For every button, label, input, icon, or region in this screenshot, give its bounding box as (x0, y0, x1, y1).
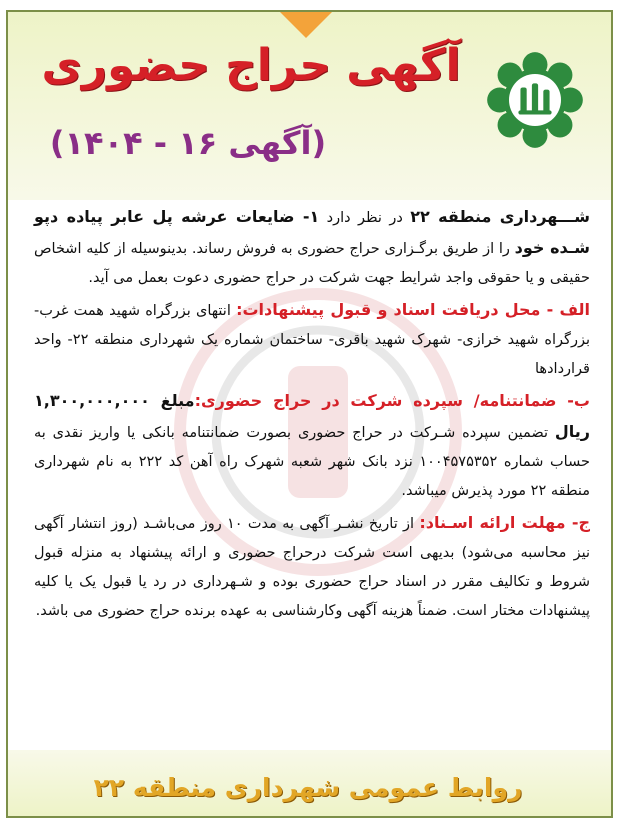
intro-paragraph (34, 202, 590, 293)
section-b-heading: ب- ضمانتنامه/ سپرده شرکت در حراج حضوری: (194, 391, 591, 410)
section-b-text: تضمین سپرده شـرکت در حراج حضوری بصورت ضمانتنامه بانکی یا واریز نقدی به حساب شماره ۱۰۰۴۵۷۵۳۵۲ نزد بانک شهر شعبه شهرک راه آهن کد ۲۲۲ به نام شهرداری منطقه ۲۲ مورد پذیرش میباشد. (34, 425, 590, 499)
advertisement-number: (آگهی ۱۶ - ۱۴۰۴) (49, 124, 327, 162)
intro-text-2: را از طریق برگـزاری حراج حضوری به فروش رساند. بدینوسیله از کلیه اشخاص حقیقی و یا حقوقی واجد شرایط جهت شرکت در حراج حضوری دعوت بعمل می آید. (34, 241, 590, 286)
intro-text-1: در نظر دارد (319, 210, 411, 226)
section-c-text: از تاریخ نشـر آگهی به مدت ۱۰ روز می‌باشـد (روز انتشار آگهی نیز محاسبه می‌شود) بدیهی است شرکت درحراج حضوری و ارائه پیشنهاد به منزله قبول شروط و تکالیف مقرر در اسناد حراج حضوری بوده و شـهرداری در رد یا قبول یک یا کلیه پیشنهادات مختار است. ضمناً هزینه آگهی وکارشناسی به عهده برنده حراج حضوری می باشد. (34, 516, 590, 619)
auction-item: ۱- ضایعات عرشه پل عابر پیاده دپو شـده خود (34, 207, 590, 257)
section-a-heading: الف - محل دریافت اسناد و قبول پیشنهادات: (236, 300, 590, 319)
organization-name: شـــهرداری منطقه ۲۲ (410, 207, 591, 226)
section-b-paragraph (34, 386, 590, 506)
section-a-paragraph (34, 295, 590, 384)
advertisement-title: آگهی حراج حضوری (41, 40, 461, 91)
footer-public-relations: روابط عمومی شهرداری منطقه ۲۲ (93, 773, 523, 802)
advertisement-frame (6, 10, 613, 818)
section-c-paragraph (34, 508, 590, 626)
section-a-text: انتهای بزرگراه شهید همت غرب- بزرگراه شهید خرازی- شهرک شهید باقری- ساختمان شماره یک شهرداری منطقه ۲۲- واحد قراردادها (34, 303, 590, 377)
section-c-heading: ج- مهلت ارائه اسـناد: (419, 513, 591, 532)
top-triangle-decoration (280, 12, 332, 38)
tehran-municipality-logo-icon (483, 48, 587, 152)
deposit-amount: مبلغ ۱,۳۰۰,۰۰۰,۰۰۰ ریال (34, 391, 590, 441)
advertisement-body (34, 202, 590, 626)
